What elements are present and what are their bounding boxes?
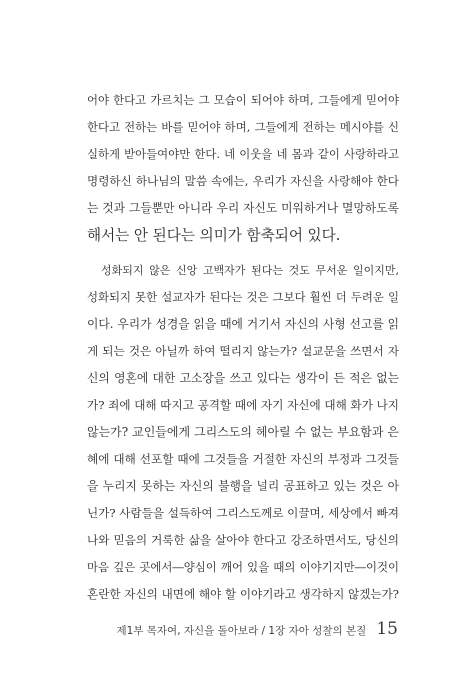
text-line: 는 것과 그들뿐만 아니라 우리 자신도 미워하거나 멸망하도록 xyxy=(87,201,399,215)
text-line: 실하게 받아들여야만 한다. 네 이웃을 네 몸과 같이 사랑하라고 xyxy=(87,147,399,161)
text-line: 해서는 안 된다는 의미가 함축되어 있다. xyxy=(87,227,341,244)
text-line: 어야 한다고 가르치는 그 모습이 되어야 하며, 그들에게 믿어야 xyxy=(87,93,399,107)
body-paragraph-1 xyxy=(87,87,399,249)
running-head: 제1부 목자여, 자신을 돌아보라 / 1장 자아 성찰의 본질 xyxy=(116,625,367,637)
text-line: 가? 죄에 대해 따지고 공격할 때에 자기 자신에 대해 화가 나지 xyxy=(87,398,399,412)
text-line: 닌가? 사람들을 설득하여 그리스도께로 이끌며, 세상에서 빠져 xyxy=(87,506,400,520)
text-line: 게 되는 것은 아닐까 하여 떨리지 않는가? 설교문을 쓰면서 자 xyxy=(87,344,399,358)
page-number: 15 xyxy=(376,619,398,639)
text-line: 성화되지 않은 신앙 고백자가 된다는 것도 무서운 일이지만, xyxy=(101,264,399,277)
text-line: 나와 믿음의 거룩한 삶을 살아야 한다고 강조하면서도, 당신의 xyxy=(87,533,399,547)
text-line: 을 누리지 못하는 자신의 불행을 널리 공표하고 있는 것은 아 xyxy=(87,479,399,493)
text-line: 혜에 대해 선포할 때에 그것들을 거절한 자신의 부정과 그것들 xyxy=(87,452,399,466)
page-footer xyxy=(0,619,398,643)
text-line: 한다고 전하는 바를 믿어야 하며, 그들에게 전하는 메시야를 신 xyxy=(87,120,399,134)
text-line: 이다. 우리가 성경을 읽을 때에 거기서 자신의 사형 선고를 읽 xyxy=(87,317,399,331)
text-line: 혼란한 자신의 내면에 해야 할 이야기라고 생각하지 않겠는가? xyxy=(87,587,400,601)
text-line: 명령하신 하나님의 말씀 속에는, 우리가 자신을 사랑해야 한다 xyxy=(87,174,399,188)
text-line: 않는가? 교인들에게 그리스도의 헤아릴 수 없는 부요함과 은 xyxy=(87,425,399,439)
body-paragraph-2 xyxy=(87,257,399,608)
text-line: 성화되지 못한 설교자가 된다는 것은 그보다 훨씬 더 두려운 일 xyxy=(87,290,399,304)
text-line: 신의 영혼에 대한 고소장을 쓰고 있다는 생각이 든 적은 없는 xyxy=(87,371,399,385)
text-line: 마음 깊은 곳에서―양심이 깨어 있을 때의 이야기지만―이것이 xyxy=(87,560,399,574)
